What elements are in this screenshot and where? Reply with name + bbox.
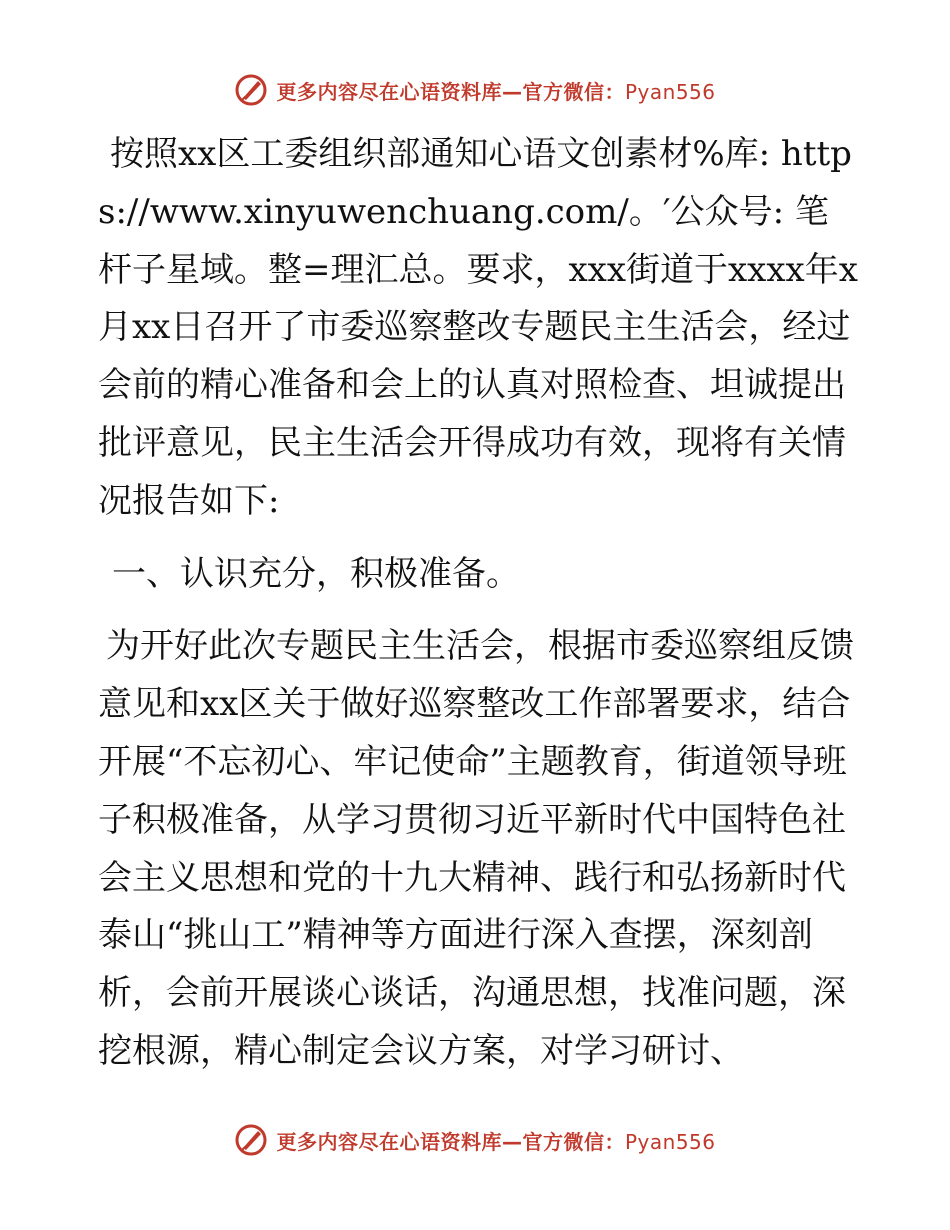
- quill-pen-icon: [234, 73, 268, 107]
- watermark-text: 更多内容尽在心语资料库—官方微信：Pyan556: [276, 79, 716, 104]
- watermark-header: [0, 72, 950, 108]
- wechat-id: Pyan556: [624, 1129, 716, 1154]
- intro-paragraph: 按照xx区工委组织部通知心语文创素材%库: https://www.xinyuwenchuang.com/。′公众号: 笔杆子星域。整=理汇总。要求，xxx街道于xxxx年x月xx日召开了市委巡察整改专题民主生活会，经过会前的精心准备和会上的认真对照检查、坦诚提出批评意见，民主生活会开得成功有效，现将有关情况报告如下:: [98, 134, 858, 521]
- document-body: [98, 126, 858, 1096]
- wechat-id: Pyan556: [624, 79, 716, 104]
- body-paragraph-1: 为开好此次专题民主生活会，根据市委巡察组反馈意见和xx区关于做好巡察整改工作部署要求，结合开展“不忘初心、牢记使命”主题教育，街道领导班子积极准备，从学习贯彻习近平新时代中国特色社会主义思想和党的十九大精神、践行和弘扬新时代泰山“挑山工”精神等方面进行深入查摆，深刻剖析，会前开展谈心谈话，沟通思想，找准问题，深挖根源，精心制定会议方案，对学习研讨、: [98, 626, 854, 1071]
- watermark-footer: [0, 1122, 950, 1158]
- watermark-text: 更多内容尽在心语资料库—官方微信：Pyan556: [276, 1129, 716, 1154]
- quill-pen-icon: [234, 1123, 268, 1157]
- section-heading-1: 一、认识充分，积极准备。: [112, 553, 520, 594]
